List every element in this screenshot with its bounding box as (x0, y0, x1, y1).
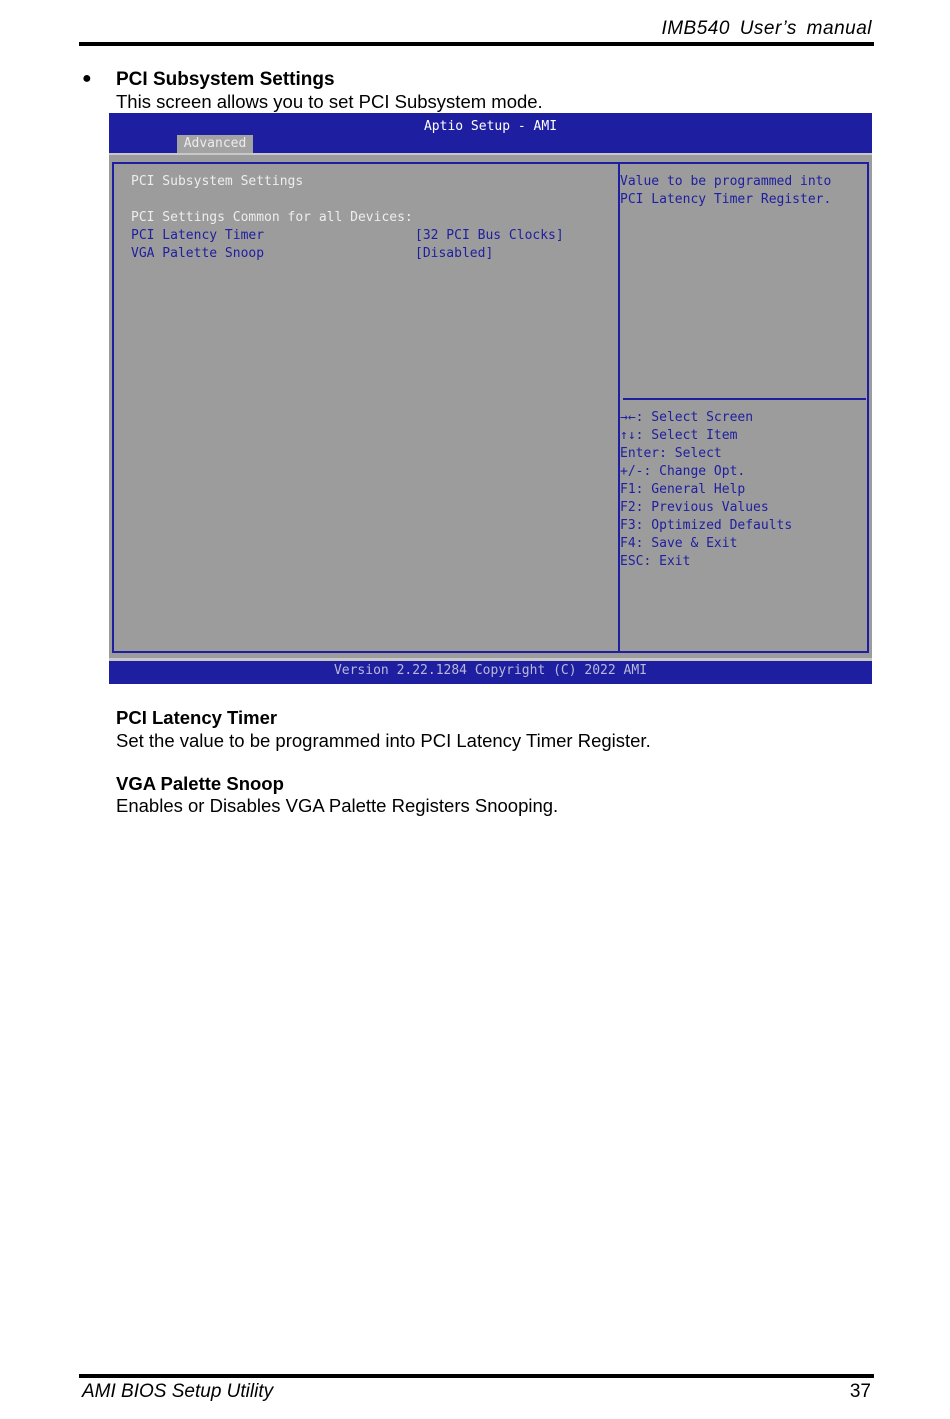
key-hint: ↑↓: Select Item (620, 428, 738, 443)
bios-main-panel (112, 162, 869, 653)
tab-advanced[interactable]: Advanced (177, 135, 253, 153)
setting-pci-latency-timer-value[interactable]: [32 PCI Bus Clocks] (415, 228, 564, 243)
bios-common-label: PCI Settings Common for all Devices: (131, 210, 413, 225)
item-title-vga-palette-snoop: VGA Palette Snoop (116, 773, 284, 794)
help-text-line: PCI Latency Timer Register. (620, 192, 832, 207)
item-description-pci-latency-timer: Set the value to be programmed into PCI Latency Timer Register. (116, 730, 651, 751)
page-number: 37 (849, 1381, 871, 1402)
bios-title-bar (109, 113, 872, 153)
key-hint: F4: Save & Exit (620, 536, 738, 551)
footer-rule (79, 1374, 874, 1378)
bios-panel-divider (618, 164, 620, 651)
key-hint: F3: Optimized Defaults (620, 518, 793, 533)
key-hint: ESC: Exit (620, 554, 691, 569)
setting-vga-palette-snoop[interactable]: VGA Palette Snoop (131, 246, 265, 261)
bios-title: Aptio Setup - AMI (423, 119, 558, 134)
bios-page-heading: PCI Subsystem Settings (131, 174, 304, 189)
help-text-line: Value to be programmed into (620, 174, 832, 189)
bios-version-bar: Version 2.22.1284 Copyright (C) 2022 AMI (109, 661, 872, 684)
bios-title-divider (109, 153, 872, 155)
key-hint: F1: General Help (620, 482, 746, 497)
key-hint: Enter: Select (620, 446, 722, 461)
key-hint: →←: Select Screen (620, 410, 754, 425)
key-hint: +/-: Change Opt. (620, 464, 746, 479)
bios-help-divider (623, 398, 866, 400)
footer-chapter-title: AMI BIOS Setup Utility (82, 1381, 274, 1402)
setting-vga-palette-snoop-value[interactable]: [Disabled] (415, 246, 494, 261)
bullet-icon: ● (82, 70, 92, 87)
bios-screenshot (109, 113, 872, 684)
section-description: This screen allows you to set PCI Subsystem mode. (116, 91, 543, 112)
section-title: PCI Subsystem Settings (116, 69, 335, 90)
header-rule (79, 42, 874, 46)
item-title-pci-latency-timer: PCI Latency Timer (116, 707, 278, 728)
item-description-vga-palette-snoop: Enables or Disables VGA Palette Registers Snooping. (116, 795, 559, 816)
setting-pci-latency-timer[interactable]: PCI Latency Timer (131, 228, 265, 243)
key-hint: F2: Previous Values (620, 500, 769, 515)
manual-title: IMB540 User’s manual (661, 18, 872, 39)
